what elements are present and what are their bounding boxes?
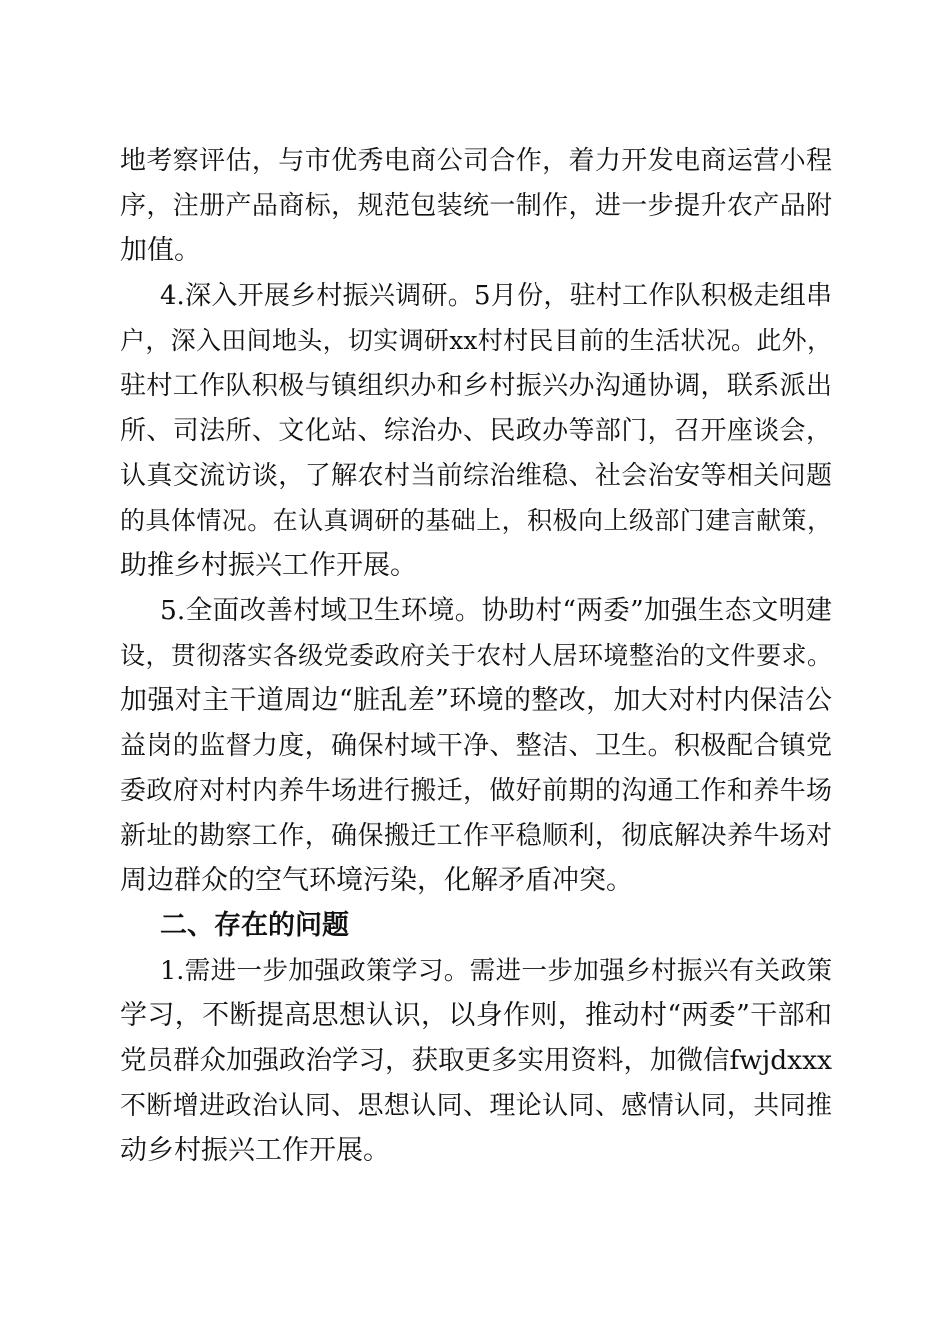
text-line: 加强对主干道周边“脏乱差”环境的整改，加大对村内保洁公 xyxy=(120,685,832,716)
text-line: 新址的勘察工作，确保搬迁工作平稳顺利，彻底解决养牛场对 xyxy=(120,821,832,851)
text-line: 动乡村振兴工作开展。 xyxy=(120,1135,390,1166)
text-line: 不断增进政治认同、思想认同、理论认同、感情认同，共同推 xyxy=(120,1091,832,1121)
text-line: 加值。 xyxy=(120,235,201,266)
text-line: 驻村工作队积极与镇组织办和乡村振兴办沟通协调，联系派出 xyxy=(120,371,832,401)
paragraph-start-line: 1.需进一步加强政策学习。需进一步加强乡村振兴有关政策 xyxy=(160,956,832,986)
text-line: 所、司法所、文化站、综治办、民政办等部门，召开座谈会， xyxy=(120,416,832,446)
text-line: 序，注册产品商标，规范包装统一制作，进一步提升农产品附 xyxy=(120,191,832,221)
text-line: 学习，不断提高思想认识，以身作则，推动村“两委”干部和 xyxy=(120,1000,832,1031)
text-line: 益岗的监督力度，确保村域干净、整洁、卫生。积极配合镇党 xyxy=(120,731,832,761)
paragraph-start-line: 4.深入开展乡村振兴调研。5月份，驻村工作队积极走组串 xyxy=(160,281,832,311)
paragraph-start-line: 5.全面改善村域卫生环境。协助村“两委”加强生态文明建 xyxy=(160,595,832,626)
text-line: 认真交流访谈，了解农村当前综治维稳、社会治安等相关问题 xyxy=(120,461,832,491)
text-line: 周边群众的空气环境污染，化解矛盾冲突。 xyxy=(120,865,633,896)
section-heading: 二、存在的问题 xyxy=(160,910,349,941)
text-line: 地考察评估，与市优秀电商公司合作，着力开发电商运营小程 xyxy=(120,146,832,176)
text-line: 的具体情况。在认真调研的基础上，积极向上级部门建言献策， xyxy=(120,506,832,535)
text-line: 户，深入田间地头，切实调研xx村村民目前的生活状况。此外， xyxy=(120,326,832,355)
text-line: 助推乡村振兴工作开展。 xyxy=(120,550,417,581)
text-line: 党员群众加强政治学习，获取更多实用资料，加微信fwjdxxx xyxy=(120,1045,833,1076)
text-line: 设，贯彻落实各级党委政府关于农村人居环境整治的文件要求。 xyxy=(120,641,832,670)
text-line: 委政府对村内养牛场进行搬迁，做好前期的沟通工作和养牛场 xyxy=(120,776,832,806)
